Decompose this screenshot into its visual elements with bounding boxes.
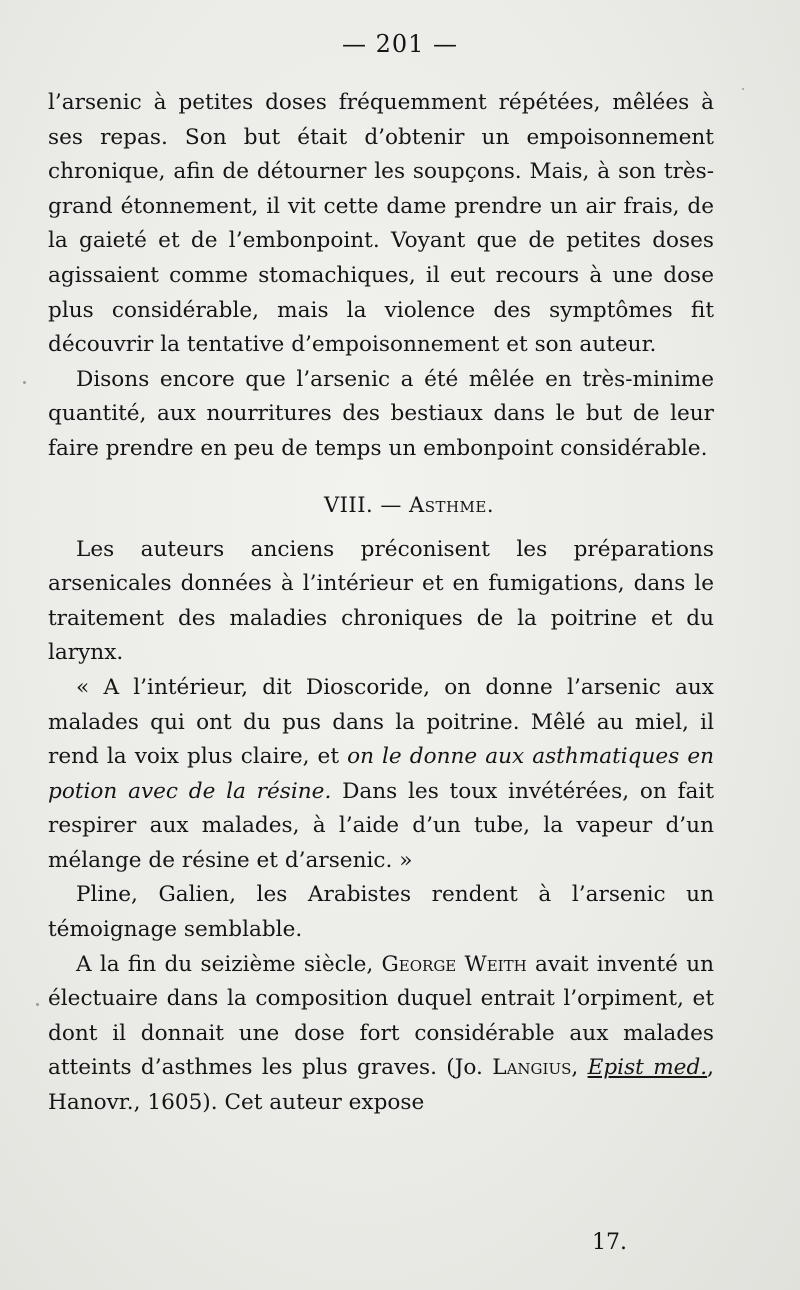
- section-title: Asthme.: [409, 492, 495, 517]
- signature-mark: 17.: [592, 1230, 627, 1255]
- paper-speck: [23, 381, 26, 384]
- weith-comma: ,: [571, 1055, 579, 1081]
- paragraph-pline: Pline, Galien, les Arabistes rendent à l’arsenic un témoignage semblable.: [48, 882, 714, 943]
- section-heading: [48, 477, 714, 533]
- quote-italic: on le donne aux asthmatiques en potion avec de la résine.: [48, 744, 715, 804]
- quote-opening: « A l’intérieur, dit Dioscoride, on donne l’arsenic aux malades qui ont du pus dans la poitrine. Mêlé au miel, il rend la voix plus claire, et: [48, 674, 714, 770]
- paragraph-george-weith: [48, 948, 714, 1121]
- author-george-weith: George Weith: [381, 951, 527, 977]
- paragraph-auteurs-anciens: Les auteurs anciens préconisent les préparations arsenicales données à l’intérieur et en fumigations, dans le traitement des maladies chroniques de la poitrine et du larynx.: [48, 536, 714, 666]
- book-title: Epist med.: [587, 1055, 708, 1081]
- author-langius: Langius: [492, 1055, 572, 1081]
- paper-speck: [36, 1003, 39, 1006]
- weith-start: A la fin du seizième siècle,: [76, 951, 374, 977]
- paper-speck: [742, 88, 744, 90]
- paragraph-dioscoride-quote: [48, 671, 714, 879]
- section-number: VIII. —: [323, 492, 402, 517]
- paragraph-bestiaux: Disons encore que l’arsenic a été mêlée en très-minime quantité, aux nourritures des bestiaux dans le but de leur faire prendre en peu de temps un embonpoint considérable.: [48, 366, 714, 461]
- paragraph-arsenic-repas: l’arsenic à petites doses fréquemment répétées, mêlées à ses repas. Son but était d’obtenir un empoisonnement chronique, afin de détourner les soupçons. Mais, à son très-grand étonnement, il vit cette dame prendre un air frais, de la gaieté et de l’embonpoint. Voyant que de petites doses agissaient comme stomachiques, il eut recours à une dose plus considérable, mais la violence des symptômes fit découvrir la tentative d’empoisonnement et son auteur.: [48, 90, 714, 358]
- page-body: [48, 86, 714, 1121]
- quote-closing: Dans les toux invétérées, on fait respirer aux malades, à l’aide d’un tube, la vapeur d’un mélange de résine et d’arsenic. »: [48, 778, 714, 873]
- weith-middle: avait inventé un électuaire dans la composition duquel entrait l’orpiment, et dont il donnait une dose fort considérable aux malades atteints d’asthmes les plus graves. (Jo.: [48, 951, 715, 1081]
- page-number: — 201 —: [341, 30, 459, 58]
- weith-end: , Hanovr., 1605). Cet auteur expose: [48, 1055, 715, 1116]
